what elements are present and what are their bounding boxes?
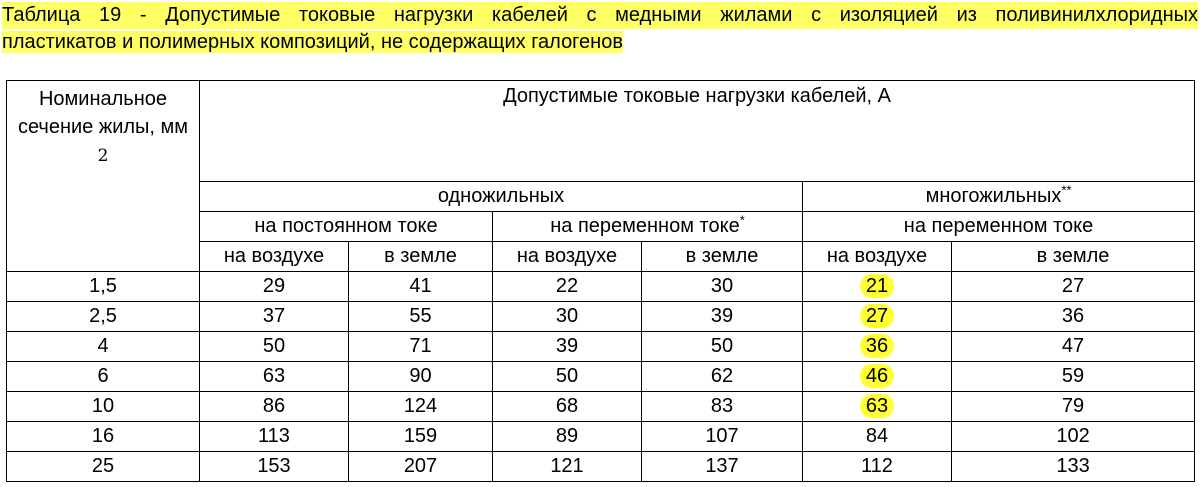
col-dc-air: на воздухе <box>200 242 349 272</box>
section-unit-power: 2 <box>97 146 109 166</box>
cell-dc-air: 29 <box>200 272 349 302</box>
sub-dc-cell <box>200 212 493 242</box>
caption-line-2: пластикатов и полимерных композиций, не содержащих галогенов <box>2 31 623 53</box>
cell-multi-ground: 27 <box>952 272 1195 302</box>
cell-section: 4 <box>7 332 200 362</box>
cell-ac-air: 39 <box>493 332 642 362</box>
cell-ac-air: 121 <box>493 452 642 482</box>
cell-multi-ground: 102 <box>952 422 1195 452</box>
cell-dc-air: 86 <box>200 392 349 422</box>
section-header-cell <box>7 81 200 272</box>
cell-dc-air: 50 <box>200 332 349 362</box>
cell-ac-air: 50 <box>493 362 642 392</box>
cell-multi-ground: 47 <box>952 332 1195 362</box>
cable-load-table <box>6 80 1195 482</box>
table-row <box>7 302 1195 332</box>
cell-section: 2,5 <box>7 302 200 332</box>
cell-ac-ground: 62 <box>642 362 803 392</box>
cell-multi-air <box>803 272 952 302</box>
section-header-text: Номинальное сечение жилы, мм <box>17 88 189 138</box>
cell-dc-ground: 41 <box>349 272 493 302</box>
highlighted-value: 21 <box>860 274 894 298</box>
sub-ac-text: на переменном токе <box>550 215 740 237</box>
cell-multi-ground: 133 <box>952 452 1195 482</box>
group-multi-footnote-mark: ** <box>1061 182 1072 198</box>
main-header-text: Допустимые токовые нагрузки кабелей, А <box>503 85 891 107</box>
table-row <box>7 272 1195 302</box>
col-multi-air: на воздухе <box>803 242 952 272</box>
highlighted-value: 36 <box>860 334 894 358</box>
group-single-cell <box>200 182 803 212</box>
cell-dc-ground: 159 <box>349 422 493 452</box>
sub-dc-text: на постоянном токе <box>254 215 438 237</box>
cell-multi-air: 84 <box>803 422 952 452</box>
highlighted-value: 46 <box>860 364 894 388</box>
cell-dc-air: 113 <box>200 422 349 452</box>
group-multi-cell <box>803 182 1195 212</box>
table-caption <box>2 2 1198 56</box>
cell-ac-ground: 30 <box>642 272 803 302</box>
cell-dc-air: 63 <box>200 362 349 392</box>
col-multi-ground: в земле <box>952 242 1195 272</box>
group-single-text: одножильных <box>437 185 565 207</box>
table-row <box>7 362 1195 392</box>
sub-ac-footnote-mark: * <box>739 212 745 228</box>
cell-multi-air: 112 <box>803 452 952 482</box>
table-row <box>7 452 1195 482</box>
cell-ac-ground: 39 <box>642 302 803 332</box>
cell-dc-ground: 55 <box>349 302 493 332</box>
cell-ac-ground: 137 <box>642 452 803 482</box>
table-row <box>7 422 1195 452</box>
cell-ac-air: 68 <box>493 392 642 422</box>
col-dc-ground: в земле <box>349 242 493 272</box>
cell-ac-ground: 50 <box>642 332 803 362</box>
cell-section: 1,5 <box>7 272 200 302</box>
cell-dc-ground: 207 <box>349 452 493 482</box>
cell-multi-ground: 59 <box>952 362 1195 392</box>
cell-section: 25 <box>7 452 200 482</box>
sub-ac-multi-text: на переменном токе <box>903 215 1094 237</box>
cell-section: 6 <box>7 362 200 392</box>
cell-multi-air <box>803 302 952 332</box>
cell-ac-ground: 107 <box>642 422 803 452</box>
caption-line-1: Таблица 19 - Допустимые токовые нагрузки кабелей с медными жилами с изоляцией из поливинилхлоридных <box>2 2 1198 29</box>
highlighted-value: 27 <box>860 304 894 328</box>
col-ac-air: на воздухе <box>493 242 642 272</box>
cell-dc-air: 37 <box>200 302 349 332</box>
cell-multi-air <box>803 332 952 362</box>
cell-multi-ground: 36 <box>952 302 1195 332</box>
cell-ac-air: 30 <box>493 302 642 332</box>
cell-ac-ground: 83 <box>642 392 803 422</box>
cell-dc-ground: 124 <box>349 392 493 422</box>
cell-dc-ground: 71 <box>349 332 493 362</box>
cell-ac-air: 22 <box>493 272 642 302</box>
table-row <box>7 392 1195 422</box>
highlighted-value: 63 <box>860 394 894 418</box>
cell-multi-air <box>803 362 952 392</box>
cell-section: 16 <box>7 422 200 452</box>
table-row <box>7 332 1195 362</box>
main-header-cell <box>200 81 1195 182</box>
cell-multi-air <box>803 392 952 422</box>
cell-dc-air: 153 <box>200 452 349 482</box>
header-row-1 <box>7 81 1195 182</box>
cell-multi-ground: 79 <box>952 392 1195 422</box>
sub-ac-cell <box>493 212 803 242</box>
col-ac-ground: в земле <box>642 242 803 272</box>
cell-ac-air: 89 <box>493 422 642 452</box>
cell-section: 10 <box>7 392 200 422</box>
cell-dc-ground: 90 <box>349 362 493 392</box>
group-multi-text: многожильных <box>925 185 1062 207</box>
sub-ac-multi-cell <box>803 212 1195 242</box>
